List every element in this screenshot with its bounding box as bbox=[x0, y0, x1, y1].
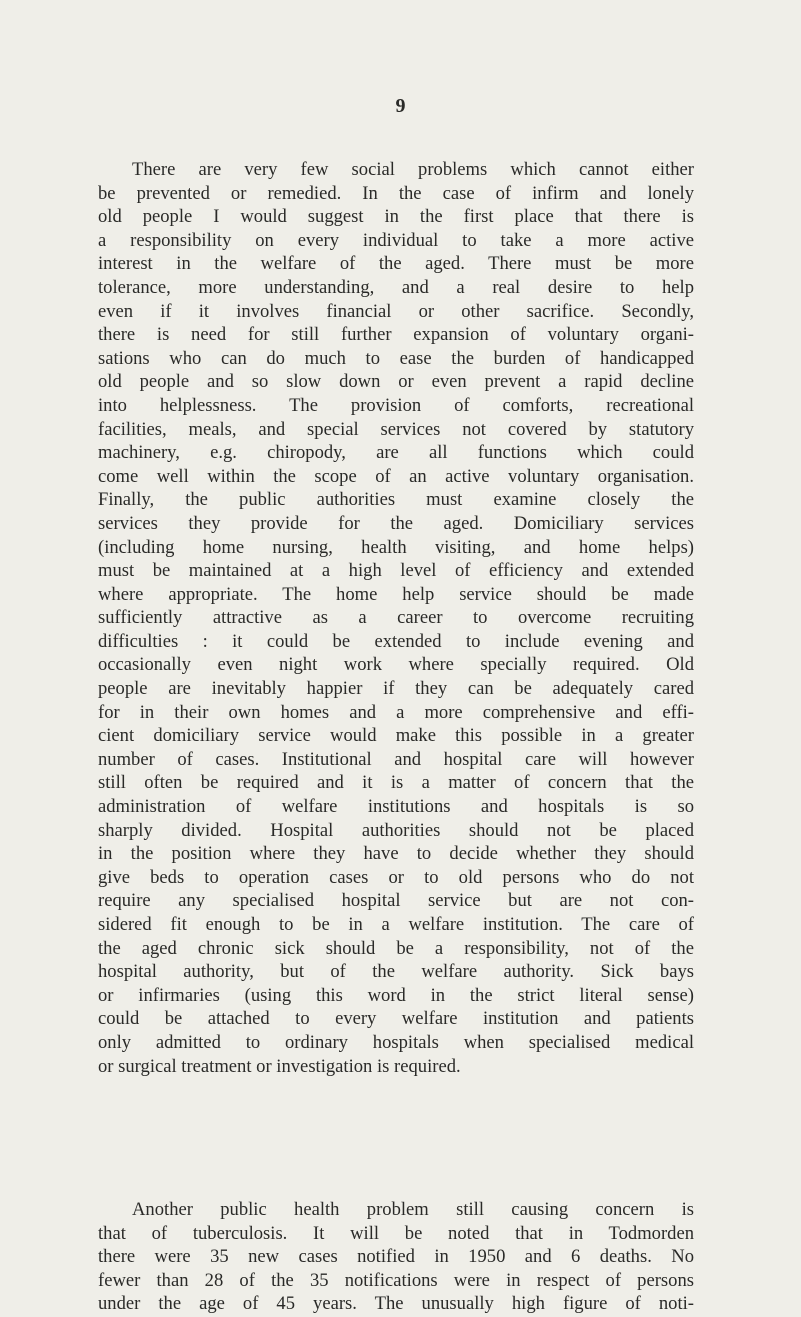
paragraph-tuberculosis bbox=[98, 1198, 694, 1316]
text-line: sidered fit enough to be in a welfare institution. The care of bbox=[98, 914, 694, 935]
text-line: where appropriate. The home help service should be made bbox=[98, 583, 694, 605]
text-line: could be attached to every welfare institution and patients bbox=[98, 1008, 694, 1030]
text-line: come well within the scope of an active voluntary organisation. bbox=[98, 465, 694, 487]
text-line: Finally, the public authorities must examine closely the bbox=[98, 489, 694, 511]
text-line: hospital authority, but of the welfare authority. Sick bays bbox=[98, 961, 694, 983]
text-line: fewer than 28 of the 35 notifications were in respect of persons bbox=[98, 1269, 694, 1291]
page-number: 9 bbox=[395, 95, 406, 117]
text-line: for in their own homes and a more comprehensive and effi- bbox=[98, 701, 694, 723]
text-line: only admitted to ordinary hospitals when specialised medical bbox=[98, 1031, 694, 1053]
text-line: sharply divided. Hospital authorities should not be placed bbox=[98, 819, 694, 841]
text-line: under the age of 45 years. The unusually high figure of noti- bbox=[98, 1293, 694, 1315]
text-line: a responsibility on every individual to take a more active bbox=[98, 229, 694, 251]
text-line: administration of welfare institutions and hospitals is so bbox=[98, 796, 694, 818]
text-line: cient domiciliary service would make this possible in a greater bbox=[98, 725, 694, 747]
text-line: services they provide for the aged. Domiciliary services bbox=[98, 512, 694, 534]
text-line: facilities, meals, and special services not covered by statutory bbox=[98, 418, 694, 440]
text-line: there were 35 new cases notified in 1950 and 6 deaths. No bbox=[98, 1246, 694, 1268]
text-line: interest in the welfare of the aged. There must be more bbox=[98, 253, 694, 275]
text-line: There are very few social problems which cannot either bbox=[132, 159, 694, 180]
text-line: people are inevitably happier if they can be adequately cared bbox=[98, 678, 694, 700]
text-line: or infirmaries (using this word in the strict literal sense) bbox=[98, 984, 694, 1006]
text-line: there is need for still further expansion of voluntary organi- bbox=[98, 324, 694, 346]
text-line: the aged chronic sick should be a responsibility, not of the bbox=[98, 937, 694, 959]
text-line: even if it involves financial or other sacrifice. Secondly, bbox=[98, 300, 694, 322]
text-line: or surgical treatment or investigation is required. bbox=[98, 1055, 461, 1077]
text-line: tolerance, more understanding, and a real desire to help bbox=[98, 276, 694, 298]
text-line: (including home nursing, health visiting, and home helps) bbox=[98, 536, 694, 558]
text-line: sations who can do much to ease the burden of handicapped bbox=[98, 347, 694, 369]
text-line: be prevented or remedied. In the case of infirm and lonely bbox=[98, 182, 694, 204]
text-line: sufficiently attractive as a career to overcome recruiting bbox=[98, 607, 694, 629]
text-line: machinery, e.g. chiropody, are all functions which could bbox=[98, 442, 694, 464]
text-line: in the position where they have to decide whether they should bbox=[98, 843, 694, 865]
paragraph-social-problems bbox=[98, 158, 694, 1078]
text-line: give beds to operation cases or to old persons who do not bbox=[98, 866, 694, 888]
text-line: still often be required and it is a matter of concern that the bbox=[98, 772, 694, 794]
text-line: that of tuberculosis. It will be noted that in Todmorden bbox=[98, 1222, 694, 1244]
text-line: number of cases. Institutional and hospital care will however bbox=[98, 748, 694, 770]
text-line: old people and so slow down or even prevent a rapid decline bbox=[98, 371, 694, 393]
text-line: difficulties : it could be extended to include evening and bbox=[98, 630, 694, 652]
text-line: must be maintained at a high level of efficiency and extended bbox=[98, 560, 694, 582]
text-line: into helplessness. The provision of comforts, recreational bbox=[98, 394, 694, 416]
text-line: old people I would suggest in the first place that there is bbox=[98, 206, 694, 228]
text-line: occasionally even night work where specially required. Old bbox=[98, 654, 694, 676]
text-line: Another public health problem still causing concern is bbox=[132, 1199, 694, 1220]
text-line: require any specialised hospital service but are not con- bbox=[98, 890, 694, 912]
